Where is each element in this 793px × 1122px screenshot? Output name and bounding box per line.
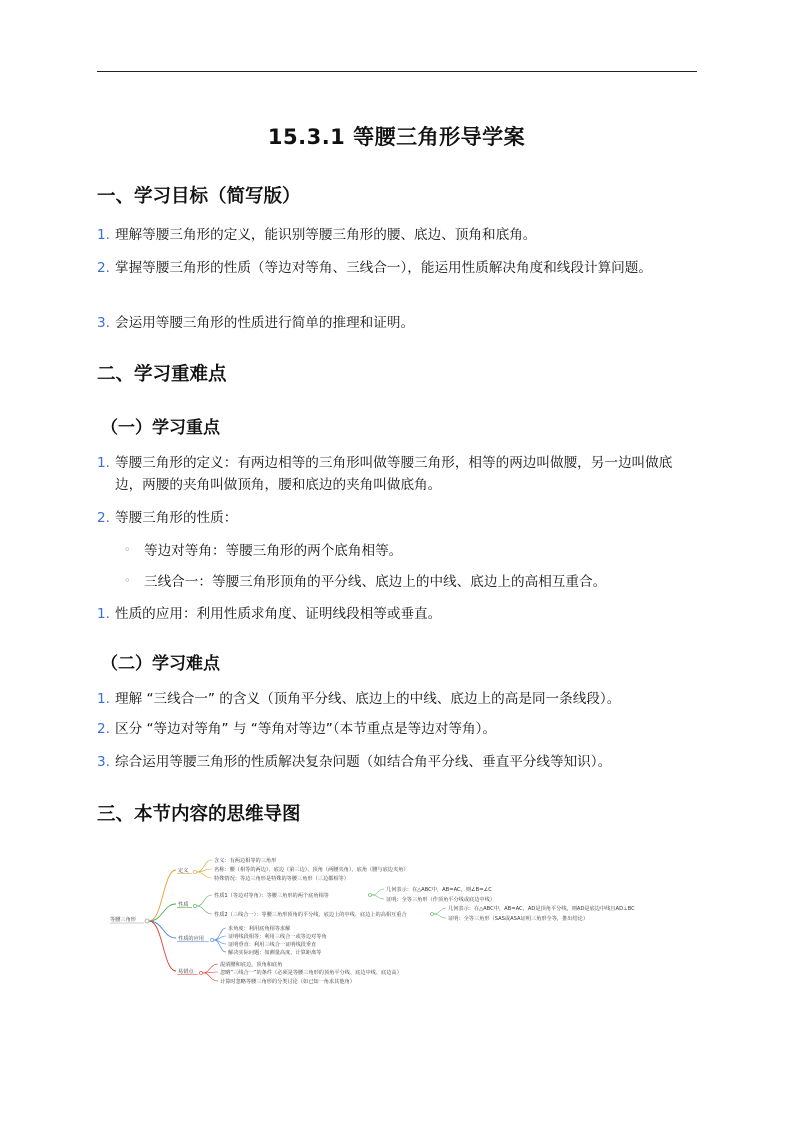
list-text: 等腰三角形的性质： bbox=[115, 510, 238, 526]
leaf-connector bbox=[434, 914, 446, 918]
leaf-connector bbox=[203, 964, 218, 973]
mindmap-leaf: 证明线段相等：利用三线合一或等边对等角 bbox=[228, 934, 327, 940]
section-heading-mindmap: 三、本节内容的思维导图 bbox=[97, 804, 301, 825]
objective-item bbox=[97, 312, 697, 334]
mindmap-leaf: 证明：全等三角形（SAS或ASA证明三角形全等，推出结论） bbox=[448, 916, 589, 922]
mindmap-property-node: 性质2（三线合一）：等腰三角形顶角的平分线、底边上的中线、底边上的高相互重合 bbox=[214, 912, 407, 918]
mindmap-leaf: 证明：全等三角形（作顶角平分线或底边中线） bbox=[386, 897, 495, 903]
focus-item bbox=[97, 452, 697, 496]
list-text: 区分 “等边对等角” 与 “等角对等边”（本节重点是等边对等角）。 bbox=[115, 721, 496, 737]
list-number: 2. bbox=[97, 721, 110, 737]
leaf-connector bbox=[203, 973, 218, 981]
mindmap-node-dot bbox=[369, 894, 372, 897]
mind-map bbox=[108, 850, 690, 990]
subitem-text: 三线合一：等腰三角形顶角的平分线、底边上的中线、底边上的高相互重合。 bbox=[144, 574, 607, 590]
mindmap-leaf: 计算时忽略等腰三角形的分类讨论（如已知一角求其他角） bbox=[220, 979, 355, 985]
section-heading-key-points: 二、学习重难点 bbox=[97, 364, 227, 385]
difficulty-item bbox=[97, 688, 697, 710]
leaf-connector bbox=[197, 906, 212, 914]
branch-connector-properties bbox=[149, 904, 176, 921]
leaf-connector bbox=[434, 908, 446, 914]
list-number: 1. bbox=[97, 227, 110, 243]
list-text: 综合运用等腰三角形的性质解决复杂问题（如结合角平分线、垂直平分线等知识）。 bbox=[115, 754, 612, 770]
mindmap-leaf: 求角度：利用底角相等求解 bbox=[228, 926, 291, 932]
list-number: 2. bbox=[97, 510, 110, 526]
header-rule bbox=[97, 71, 697, 72]
section-heading-objectives: 一、学习目标（简写版） bbox=[97, 186, 301, 207]
list-number: 3. bbox=[97, 315, 110, 331]
list-text: 等腰三角形的定义：有两边相等的三角形叫做等腰三角形，相等的两边叫做腰，另一边叫做底边，两腰的夹角叫做顶角，腰和底边的夹角叫做底角。 bbox=[115, 455, 673, 493]
mindmap-node-dot bbox=[193, 904, 196, 907]
mindmap-node-dot bbox=[145, 919, 149, 923]
bullet-icon: ◦ bbox=[124, 543, 131, 556]
branch-properties: 性质 bbox=[178, 902, 189, 908]
list-text: 会运用等腰三角形的性质进行简单的推理和证明。 bbox=[115, 315, 415, 331]
mindmap-node-dot bbox=[431, 913, 434, 916]
leaf-connector bbox=[197, 869, 212, 872]
list-text: 理解等腰三角形的定义，能识别等腰三角形的腰、底边、顶角和底角。 bbox=[115, 227, 537, 243]
list-number: 1. bbox=[97, 691, 110, 707]
list-text: 理解 “三线合一” 的含义（顶角平分线、底边上的中线、底边上的高是同一条线段）。 bbox=[115, 691, 621, 707]
mindmap-root: 等腰三角形 bbox=[110, 917, 136, 923]
subsection-heading-focus: （一）学习重点 bbox=[101, 418, 220, 438]
mindmap-leaf: 解决实际问题：如测量高度、计算距离等 bbox=[228, 950, 322, 956]
mindmap-node-dot bbox=[210, 938, 213, 941]
leaf-connector bbox=[372, 895, 384, 899]
list-number: 2. bbox=[97, 260, 110, 276]
difficulty-item bbox=[97, 718, 697, 740]
mindmap-leaf: 特殊情况：等边三角形是特殊的等腰三角形（三边都相等） bbox=[214, 876, 349, 882]
list-number: 1. bbox=[97, 606, 110, 622]
branch-definition: 定义 bbox=[178, 868, 189, 874]
difficulty-item bbox=[97, 751, 697, 773]
list-number: 1. bbox=[97, 455, 110, 471]
focus-item bbox=[97, 603, 697, 625]
branch-application: 性质的应用 bbox=[178, 936, 204, 942]
leaf-connector bbox=[372, 889, 384, 895]
property-subitem bbox=[124, 540, 694, 562]
leaf-connector bbox=[197, 872, 212, 878]
list-text: 掌握等腰三角形的性质（等边对等角、三线合一），能运用性质解决角度和线段计算问题。 bbox=[115, 260, 652, 276]
list-number: 3. bbox=[97, 754, 110, 770]
mindmap-node-dot bbox=[199, 971, 202, 974]
subitem-text: 等边对等角：等腰三角形的两个底角相等。 bbox=[144, 543, 403, 559]
mindmap-leaf: 几何表示：在△ABC中，AB=AC，则∠B=∠C bbox=[386, 887, 492, 893]
list-text: 性质的应用：利用性质求角度、证明线段相等或垂直。 bbox=[115, 606, 442, 622]
focus-item bbox=[97, 507, 697, 529]
leaf-connector bbox=[197, 895, 212, 906]
mindmap-leaf: 混淆腰和底边，顶角和底角 bbox=[220, 962, 283, 968]
bullet-icon: ◦ bbox=[124, 574, 131, 587]
property-subitem bbox=[124, 571, 694, 593]
objective-item bbox=[97, 257, 697, 279]
branch-connector-application bbox=[149, 921, 176, 938]
subsection-heading-difficulty: （二）学习难点 bbox=[101, 654, 220, 674]
document-title: 15.3.1 等腰三角形导学案 bbox=[267, 125, 526, 149]
mindmap-leaf: 证明垂直：利用三线合一证明线段垂直 bbox=[228, 942, 317, 948]
objective-item bbox=[97, 224, 697, 246]
mindmap-leaf: 含义：有两边相等的三角形 bbox=[214, 858, 277, 864]
mindmap-leaf: 几何表示：在△ABC中，AB=AC，AD是顶角平分线，则AD是底边中线且AD⊥BC bbox=[448, 906, 635, 912]
mindmap-property-node: 性质1（等边对等角）：等腰三角形的两个底角相等 bbox=[214, 893, 329, 899]
mindmap-leaf: 名称：腰（相等的两边）、底边（第三边）、顶角（两腰夹角）、底角（腰与底边夹角） bbox=[214, 867, 409, 873]
branch-mistakes: 易错点 bbox=[178, 969, 194, 975]
mindmap-leaf: 忽略“三线合一”的条件（必须是等腰三角形的顶角平分线、底边中线、底边高） bbox=[220, 970, 402, 976]
mindmap-node-dot bbox=[193, 870, 196, 873]
